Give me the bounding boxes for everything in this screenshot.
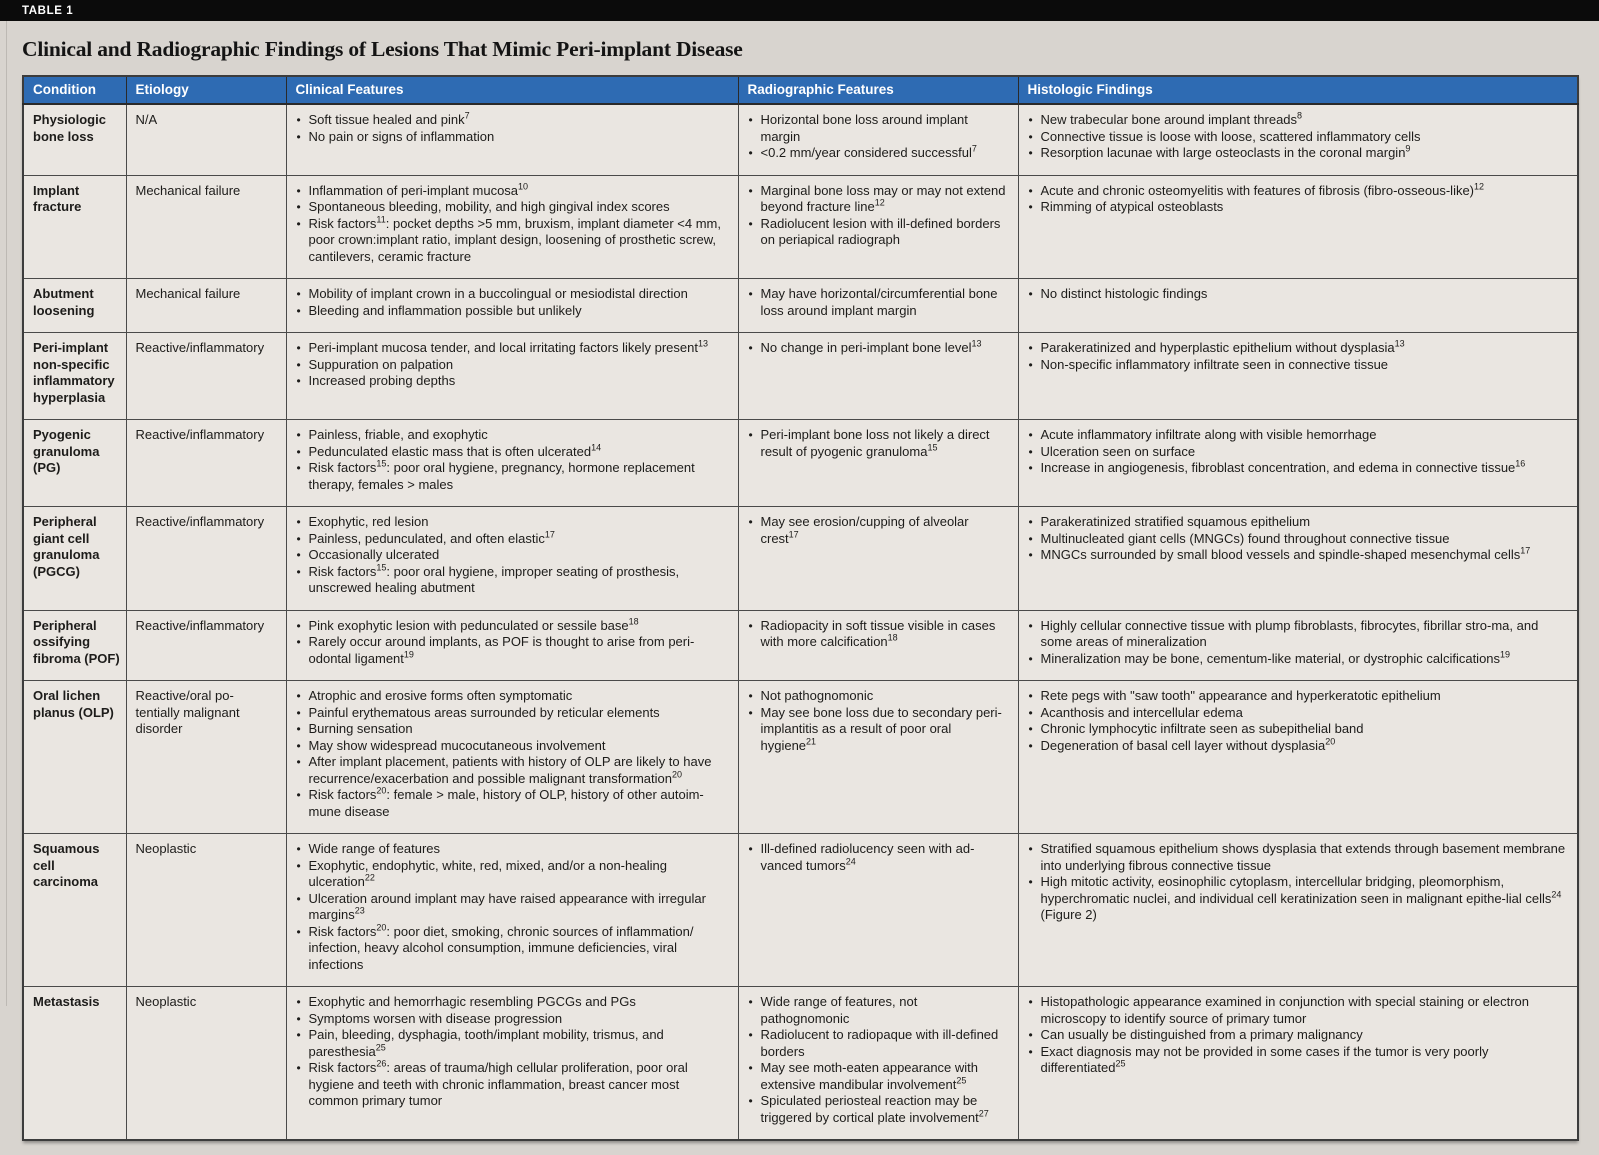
etiology-cell: Neoplastic: [126, 834, 286, 987]
condition-cell: Oral lichen planus (OLP): [23, 681, 126, 834]
radiographic-features-cell: [738, 987, 1018, 1141]
condition-cell: Peripheral giant cell granuloma (PGCG): [23, 507, 126, 611]
radiographic-features-cell: [738, 175, 1018, 279]
condition-cell: Peripheral ossifying fibroma (POF): [23, 610, 126, 681]
condition-cell: Metastasis: [23, 987, 126, 1141]
col-header-etiology: Etiology: [126, 76, 286, 104]
bullet-item: • Exact diagnosis may not be provided in some cases if the tumor is very poorly differentiated$^{25}$: [1028, 1044, 1569, 1077]
table-row: [23, 507, 1578, 611]
clinical-features-cell: [286, 333, 738, 420]
radiographic-features-cell: [738, 333, 1018, 420]
clinical-features-cell: [286, 681, 738, 834]
bullet-item: • Painful erythematous areas surrounded by reticular elements: [296, 705, 729, 722]
bullet-item: • Risk factors$^{11}$: pocket depths >5 mm, bruxism, implant diameter <4 mm, poor crown:implant ratio, implant design, loosening of prosthetic screw, cantilevers, ceramic fracture: [296, 216, 729, 266]
bullet-item: • Chronic lymphocytic infiltrate seen as subepithelial band: [1028, 721, 1569, 738]
bullet-item: • Rarely occur around implants, as POF is thought to arise from peri-odontal ligament$^{19}$: [296, 634, 729, 667]
clinical-features-cell: [286, 104, 738, 175]
etiology-cell: Reactive/inflammatory: [126, 420, 286, 507]
histologic-findings-cell: [1018, 681, 1578, 834]
condition-cell: Implant fracture: [23, 175, 126, 279]
etiology-cell: Reactive/oral po-tentially malignant disorder: [126, 681, 286, 834]
radiographic-features-cell: [738, 681, 1018, 834]
table-row: [23, 104, 1578, 175]
bullet-item: • Burning sensation: [296, 721, 729, 738]
table-row: [23, 279, 1578, 333]
etiology-cell: Neoplastic: [126, 987, 286, 1141]
bullet-item: • Rete pegs with "saw tooth" appearance and hyperkeratotic epithelium: [1028, 688, 1569, 705]
radiographic-features-cell: [738, 610, 1018, 681]
etiology-cell: Reactive/inflammatory: [126, 333, 286, 420]
bullet-item: • Exophytic and hemorrhagic resembling PGCGs and PGs: [296, 994, 729, 1011]
condition-cell: Physiologic bone loss: [23, 104, 126, 175]
bullet-item: • May have horizontal/circumferential bone loss around implant margin: [748, 286, 1009, 319]
col-header-histologic: Histologic Findings: [1018, 76, 1578, 104]
bullet-item: • No distinct histologic findings: [1028, 286, 1569, 303]
page-title: Clinical and Radiographic Findings of Lesions That Mimic Peri-implant Disease: [22, 37, 743, 61]
table-kicker-bar: [0, 0, 1599, 21]
findings-table: [22, 75, 1579, 1141]
bullet-item: • Exophytic, endophytic, white, red, mixed, and/or a non-healing ulceration$^{22}$: [296, 858, 729, 891]
table-row: [23, 175, 1578, 279]
radiographic-features-cell: [738, 104, 1018, 175]
histologic-findings-cell: [1018, 987, 1578, 1141]
table-body: [23, 104, 1578, 1140]
bullet-item: • Wide range of features: [296, 841, 729, 858]
bullet-item: • Ulceration seen on surface: [1028, 444, 1569, 461]
clinical-features-cell: [286, 610, 738, 681]
bullet-item: • Radiolucent lesion with ill-defined borders on periapical radiograph: [748, 216, 1009, 249]
bullet-item: • Painless, friable, and exophytic: [296, 427, 729, 444]
bullet-item: • Stratified squamous epithelium shows dysplasia that extends through basement membrane into underlying fibrous connective tissue: [1028, 841, 1569, 874]
bullet-item: • Spiculated periosteal reaction may be triggered by cortical plate involvement$^{27}$: [748, 1093, 1009, 1126]
bullet-item: • Highly cellular connective tissue with plump fibroblasts, fibrocytes, fibrillar stro-ma, and some areas of mineralization: [1028, 618, 1569, 651]
table-header-row: [23, 76, 1578, 104]
bullet-item: • Wide range of features, not pathognomonic: [748, 994, 1009, 1027]
bullet-item: • Symptoms worsen with disease progression: [296, 1011, 729, 1028]
histologic-findings-cell: [1018, 333, 1578, 420]
bullet-item: • Increase in angiogenesis, fibroblast concentration, and edema in connective tissue$^{16}$: [1028, 460, 1569, 477]
condition-cell: Peri-implant non-specific inflammatory hyperplasia: [23, 333, 126, 420]
bullet-item: • May see moth-eaten appearance with extensive mandibular involvement$^{25}$: [748, 1060, 1009, 1093]
bullet-item: • MNGCs surrounded by small blood vessels and spindle-shaped mesenchymal cells$^{17}$: [1028, 547, 1569, 564]
bullet-item: • Exophytic, red lesion: [296, 514, 729, 531]
bullet-item: • Parakeratinized stratified squamous epithelium: [1028, 514, 1569, 531]
bullet-item: • Radiopacity in soft tissue visible in cases with more calcification$^{18}$: [748, 618, 1009, 651]
bullet-item: • May see erosion/cupping of alveolar crest$^{17}$: [748, 514, 1009, 547]
clinical-features-cell: [286, 420, 738, 507]
bullet-item: • Horizontal bone loss around implant margin: [748, 112, 1009, 145]
bullet-item: • Acanthosis and intercellular edema: [1028, 705, 1569, 722]
table-row: [23, 681, 1578, 834]
bullet-item: • May see bone loss due to secondary peri-implantitis as a result of poor oral hygiene$^{21}$: [748, 705, 1009, 755]
bullet-item: • Risk factors$^{15}$: poor oral hygiene, pregnancy, hormone replacement therapy, females > males: [296, 460, 729, 493]
bullet-item: • No change in peri-implant bone level$^{13}$: [748, 340, 1009, 357]
radiographic-features-cell: [738, 507, 1018, 611]
bullet-item: • No pain or signs of inflammation: [296, 129, 729, 146]
etiology-cell: N/A: [126, 104, 286, 175]
histologic-findings-cell: [1018, 507, 1578, 611]
table-row: [23, 333, 1578, 420]
bullet-item: • Parakeratinized and hyperplastic epithelium without dysplasia$^{13}$: [1028, 340, 1569, 357]
bullet-item: • Increased probing depths: [296, 373, 729, 390]
bullet-item: • Non-specific inflammatory infiltrate seen in connective tissue: [1028, 357, 1569, 374]
bullet-item: • Peri-implant mucosa tender, and local irritating factors likely present$^{13}$: [296, 340, 729, 357]
bullet-item: • Histopathologic appearance examined in conjunction with special staining or electron microscopy to identify source of primary tumor: [1028, 994, 1569, 1027]
bullet-item: • New trabecular bone around implant threads$^8$: [1028, 112, 1569, 129]
table-row: [23, 834, 1578, 987]
bullet-item: • <0.2 mm/year considered successful$^7$: [748, 145, 1009, 162]
histologic-findings-cell: [1018, 104, 1578, 175]
radiographic-features-cell: [738, 279, 1018, 333]
clinical-features-cell: [286, 507, 738, 611]
bullet-item: • Mineralization may be bone, cementum-like material, or dystrophic calcifications$^{19}$: [1028, 651, 1569, 668]
clinical-features-cell: [286, 987, 738, 1141]
bullet-item: • Radiolucent to radiopaque with ill-defined borders: [748, 1027, 1009, 1060]
condition-cell: Pyogenic granuloma (PG): [23, 420, 126, 507]
radiographic-features-cell: [738, 834, 1018, 987]
bullet-item: • Connective tissue is loose with loose, scattered inflammatory cells: [1028, 129, 1569, 146]
etiology-cell: Reactive/inflammatory: [126, 507, 286, 611]
bullet-item: • Not pathognomonic: [748, 688, 1009, 705]
bullet-item: • Painless, pedunculated, and often elastic$^{17}$: [296, 531, 729, 548]
bullet-item: • Acute and chronic osteomyelitis with features of fibrosis (fibro-osseous-like)$^{12}$: [1028, 183, 1569, 200]
bullet-item: • Marginal bone loss may or may not extend beyond fracture line$^{12}$: [748, 183, 1009, 216]
bullet-item: • Pain, bleeding, dysphagia, tooth/implant mobility, trismus, and paresthesia$^{25}$: [296, 1027, 729, 1060]
bullet-item: • High mitotic activity, eosinophilic cytoplasm, intercellular bridging, pleomorphism, hyperchromatic nuclei, and individual cell keratinization seen in malignant epithe-lial cells$^{24}$ (Figure 2): [1028, 874, 1569, 924]
bullet-item: • Risk factors$^{20}$: poor diet, smoking, chronic sources of inflammation/ infection, heavy alcohol consumption, immune deficiencies, viral infections: [296, 924, 729, 974]
bullet-item: • Suppuration on palpation: [296, 357, 729, 374]
col-header-clinical: Clinical Features: [286, 76, 738, 104]
table-row: [23, 987, 1578, 1141]
bullet-item: • Degeneration of basal cell layer without dysplasia$^{20}$: [1028, 738, 1569, 755]
bullet-item: • Pedunculated elastic mass that is often ulcerated$^{14}$: [296, 444, 729, 461]
clinical-features-cell: [286, 175, 738, 279]
clinical-features-cell: [286, 279, 738, 333]
bullet-item: • Acute inflammatory infiltrate along with visible hemorrhage: [1028, 427, 1569, 444]
bullet-item: • Occasionally ulcerated: [296, 547, 729, 564]
bullet-item: • Peri-implant bone loss not likely a direct result of pyogenic granuloma$^{15}$: [748, 427, 1009, 460]
histologic-findings-cell: [1018, 834, 1578, 987]
bullet-item: • Pink exophytic lesion with pedunculated or sessile base$^{18}$: [296, 618, 729, 635]
bullet-item: • Multinucleated giant cells (MNGCs) found throughout connective tissue: [1028, 531, 1569, 548]
bullet-item: • Can usually be distinguished from a primary malignancy: [1028, 1027, 1569, 1044]
bullet-item: • Risk factors$^{15}$: poor oral hygiene, improper seating of prosthesis, unscrewed healing abutment: [296, 564, 729, 597]
bullet-item: • Soft tissue healed and pink$^7$: [296, 112, 729, 129]
condition-cell: Squamous cell carcinoma: [23, 834, 126, 987]
bullet-item: • Ulceration around implant may have raised appearance with irregular margins$^{23}$: [296, 891, 729, 924]
page-edge-line: [6, 21, 7, 1006]
bullet-item: • Rimming of atypical osteoblasts: [1028, 199, 1569, 216]
col-header-radiographic: Radiographic Features: [738, 76, 1018, 104]
bullet-item: • Mobility of implant crown in a buccolingual or mesiodistal direction: [296, 286, 729, 303]
histologic-findings-cell: [1018, 420, 1578, 507]
table-kicker-label: TABLE 1: [22, 4, 74, 17]
etiology-cell: Reactive/inflammatory: [126, 610, 286, 681]
bullet-item: • Risk factors$^{20}$: female > male, history of OLP, history of other autoim-mune disease: [296, 787, 729, 820]
etiology-cell: Mechanical failure: [126, 279, 286, 333]
bullet-item: • Inflammation of peri-implant mucosa$^{10}$: [296, 183, 729, 200]
bullet-item: • Atrophic and erosive forms often symptomatic: [296, 688, 729, 705]
histologic-findings-cell: [1018, 175, 1578, 279]
bullet-item: • Bleeding and inflammation possible but unlikely: [296, 303, 729, 320]
histologic-findings-cell: [1018, 279, 1578, 333]
histologic-findings-cell: [1018, 610, 1578, 681]
table-row: [23, 420, 1578, 507]
table-row: [23, 610, 1578, 681]
bullet-item: • Spontaneous bleeding, mobility, and high gingival index scores: [296, 199, 729, 216]
condition-cell: Abutment loosening: [23, 279, 126, 333]
page-band: [0, 21, 1599, 1155]
col-header-condition: Condition: [23, 76, 126, 104]
etiology-cell: Mechanical failure: [126, 175, 286, 279]
radiographic-features-cell: [738, 420, 1018, 507]
bullet-item: • Risk factors$^{26}$: areas of trauma/high cellular proliferation, poor oral hygiene and teeth with chronic inflammation, breast cancer most common primary tumor: [296, 1060, 729, 1110]
bullet-item: • Resorption lacunae with large osteoclasts in the coronal margin$^9$: [1028, 145, 1569, 162]
clinical-features-cell: [286, 834, 738, 987]
bullet-item: • Ill-defined radiolucency seen with ad-vanced tumors$^{24}$: [748, 841, 1009, 874]
bullet-item: • After implant placement, patients with history of OLP are likely to have recurrence/exacerbation and possible malignant transformation$^{20}$: [296, 754, 729, 787]
bullet-item: • May show widespread mucocutaneous involvement: [296, 738, 729, 755]
